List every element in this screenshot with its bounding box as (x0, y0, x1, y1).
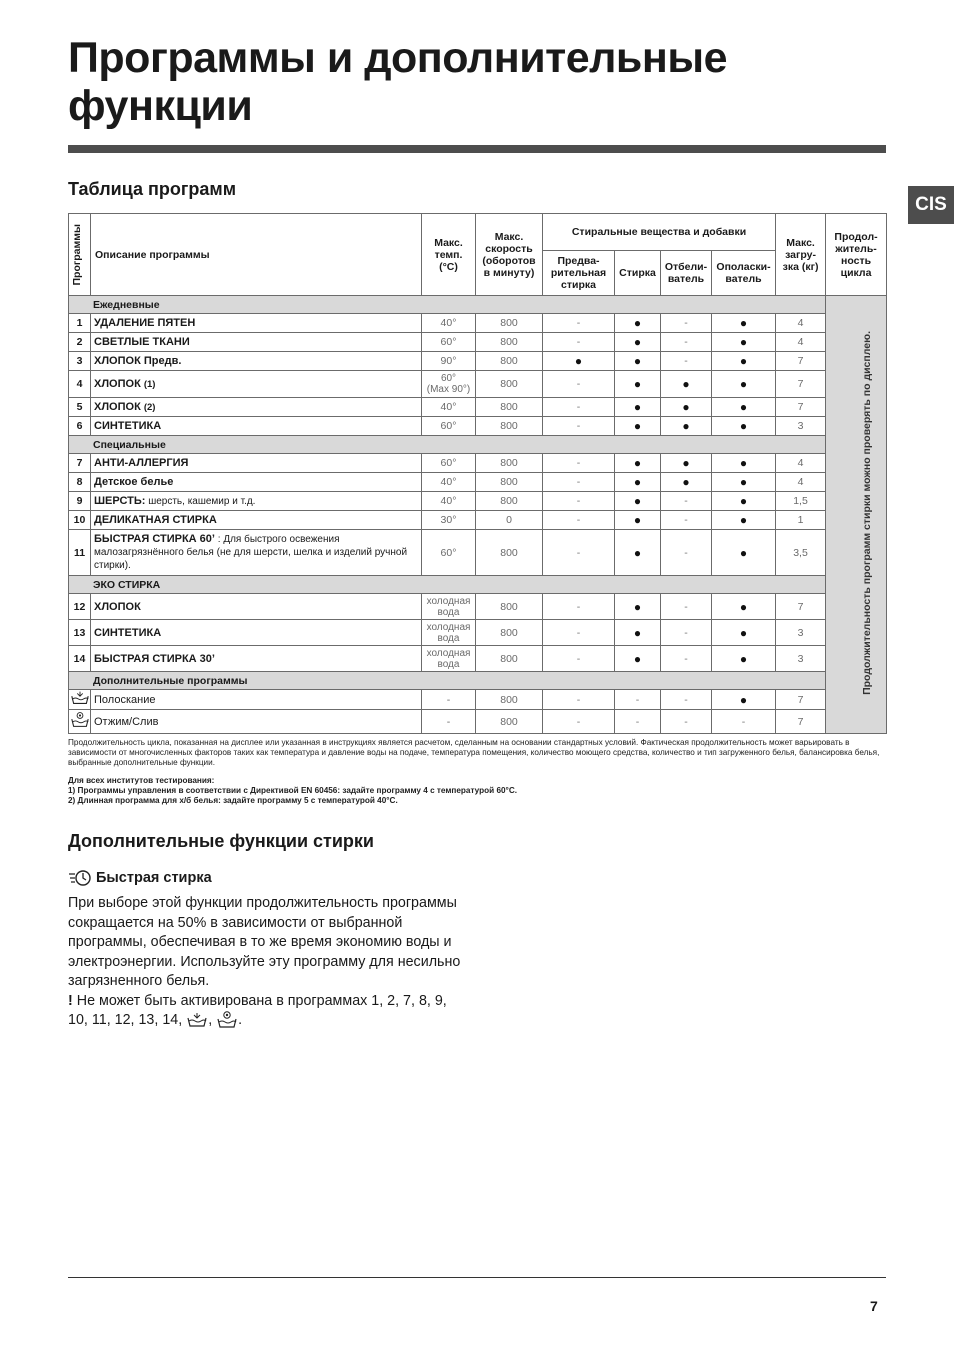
program-name: ХЛОПОК (2) (91, 398, 422, 417)
bleach-cell: - (661, 690, 712, 710)
quick-wash-title: Быстрая стирка (96, 870, 212, 886)
bleach-cell: - (661, 511, 712, 530)
program-name: БЫСТРАЯ СТИРКА 30’ (91, 646, 422, 672)
softener-cell: ● (712, 398, 776, 417)
max-temp: 60° (422, 530, 476, 576)
header-detergents: Стиральные вещества и добавки (543, 214, 776, 251)
program-name: ХЛОПОК (1) (91, 371, 422, 398)
table-row (69, 646, 887, 672)
max-speed: 800 (476, 594, 543, 620)
bleach-cell: ● (661, 454, 712, 473)
softener-cell: ● (712, 492, 776, 511)
header-max-load: Макс. загру-зка (кг) (776, 214, 826, 296)
header-max-speed: Макс. скорость (оборотов в минуту) (476, 214, 543, 296)
table-row (69, 333, 887, 352)
softener-cell: ● (712, 620, 776, 646)
max-temp: 60° (422, 417, 476, 436)
program-name: Детское белье (91, 473, 422, 492)
wash-cell: ● (615, 646, 661, 672)
wash-cell: - (615, 710, 661, 734)
table-row (69, 398, 887, 417)
prewash-cell: - (543, 417, 615, 436)
program-name: АНТИ-АЛЛЕРГИЯ (91, 454, 422, 473)
program-number: 3 (69, 352, 91, 371)
wash-cell: ● (615, 620, 661, 646)
program-number: 8 (69, 473, 91, 492)
table-row (69, 473, 887, 492)
bleach-cell: - (661, 492, 712, 511)
quick-wash-description (68, 894, 468, 1031)
table-row (69, 352, 887, 371)
program-number: 13 (69, 620, 91, 646)
bleach-cell: - (661, 710, 712, 734)
max-speed: 800 (476, 417, 543, 436)
page-title (68, 34, 888, 130)
max-speed: 800 (476, 646, 543, 672)
end-mark: . (238, 1012, 243, 1028)
max-load: 7 (776, 371, 826, 398)
bleach-cell: - (661, 594, 712, 620)
bleach-cell: ● (661, 473, 712, 492)
title-line-1: Программы и дополнительные (68, 34, 727, 82)
wash-cell: ● (615, 473, 661, 492)
max-temp: - (422, 710, 476, 734)
softener-cell: ● (712, 314, 776, 333)
bottom-rule (68, 1277, 886, 1278)
max-temp: 40° (422, 314, 476, 333)
programs-table (68, 213, 887, 734)
wash-cell: ● (615, 371, 661, 398)
bleach-cell: - (661, 530, 712, 576)
prewash-cell: ● (543, 352, 615, 371)
table-row (69, 511, 887, 530)
max-load: 1 (776, 511, 826, 530)
testing-note-1: 1) Программы управления в соответствии с Директивой EN 60456: задайте программу 4 с температурой 60°С. (68, 786, 518, 795)
title-rule (68, 145, 886, 153)
max-temp: - (422, 690, 476, 710)
table-row (69, 417, 887, 436)
wash-cell: ● (615, 333, 661, 352)
prewash-cell: - (543, 314, 615, 333)
max-load: 3,5 (776, 530, 826, 576)
header-duration: Продол-житель-ность цикла (826, 214, 887, 296)
program-number: 5 (69, 398, 91, 417)
max-speed: 800 (476, 690, 543, 710)
max-speed: 800 (476, 530, 543, 576)
prewash-cell: - (543, 646, 615, 672)
separator: , (208, 1012, 213, 1028)
max-load: 7 (776, 710, 826, 734)
program-number: 2 (69, 333, 91, 352)
max-load: 7 (776, 594, 826, 620)
softener-cell: ● (712, 530, 776, 576)
wash-cell: ● (615, 530, 661, 576)
bleach-cell: ● (661, 371, 712, 398)
max-temp: 40° (422, 492, 476, 511)
softener-cell: ● (712, 473, 776, 492)
table-row (69, 371, 887, 398)
max-load: 4 (776, 333, 826, 352)
group-extra: Дополнительные программы (69, 672, 826, 690)
max-load: 4 (776, 473, 826, 492)
max-speed: 800 (476, 710, 543, 734)
max-temp: 30° (422, 511, 476, 530)
duration-disclaimer: Продолжительность цикла, показанная на дисплее или указанная в инструкциях является расчетом, сделанным на основании стандартных условий. Фактическая продолжительность может варьировать в зависимости от многочисленных факторов таких как температура и давление воды на подаче, температура помещения, количество моющего средства, количество и тип загруженного белья, балансировка белья, выбранные дополнительные функции. (68, 738, 880, 767)
rinse-icon (69, 690, 91, 710)
quick-wash-text: При выборе этой функции продолжительность программы сокращается на 50% в зависимости от выбранной программы, обеспечивая в то же время экономию воды и электроэнергии. Используйте эту программу для несильно загрязненного белья. (68, 895, 461, 989)
max-temp: 60° (Max 90°) (422, 371, 476, 398)
max-speed: 800 (476, 314, 543, 333)
max-load: 3 (776, 620, 826, 646)
title-line-2: функции (68, 82, 253, 130)
program-name: ШЕРСТЬ: шерсть, кашемир и т.д. (91, 492, 422, 511)
language-tab: CIS (908, 186, 954, 224)
softener-cell: - (712, 710, 776, 734)
prewash-cell: - (543, 333, 615, 352)
max-speed: 800 (476, 371, 543, 398)
prewash-cell: - (543, 594, 615, 620)
program-name: СВЕТЛЫЕ ТКАНИ (91, 333, 422, 352)
header-programs: Программы (69, 214, 91, 296)
softener-cell: ● (712, 511, 776, 530)
max-load: 4 (776, 454, 826, 473)
wash-cell: ● (615, 314, 661, 333)
duration-note: Продолжительность программ стирки можно проверять по дисплею. (826, 296, 887, 734)
max-temp: 60° (422, 454, 476, 473)
max-load: 7 (776, 398, 826, 417)
program-number: 7 (69, 454, 91, 473)
table-row (69, 492, 887, 511)
softener-cell: ● (712, 454, 776, 473)
program-number: 9 (69, 492, 91, 511)
table-row (69, 690, 887, 710)
softener-cell: ● (712, 417, 776, 436)
bleach-cell: - (661, 352, 712, 371)
max-speed: 800 (476, 352, 543, 371)
table-row (69, 530, 887, 576)
page-number: 7 (870, 1298, 878, 1314)
softener-cell: ● (712, 594, 776, 620)
program-name: ДЕЛИКАТНАЯ СТИРКА (91, 511, 422, 530)
prewash-cell: - (543, 473, 615, 492)
max-speed: 800 (476, 454, 543, 473)
prewash-cell: - (543, 492, 615, 511)
max-speed: 0 (476, 511, 543, 530)
max-speed: 800 (476, 492, 543, 511)
softener-cell: ● (712, 352, 776, 371)
bleach-cell: - (661, 646, 712, 672)
max-speed: 800 (476, 620, 543, 646)
program-name: ХЛОПОК Предв. (91, 352, 422, 371)
max-temp: холодная вода (422, 594, 476, 620)
testing-title: Для всех институтов тестирования: (68, 776, 215, 785)
program-name: СИНТЕТИКА (91, 417, 422, 436)
program-number: 6 (69, 417, 91, 436)
max-temp: холодная вода (422, 646, 476, 672)
extra-functions-heading: Дополнительные функции стирки (68, 831, 374, 851)
group-special: Специальные (69, 436, 826, 454)
quick-wash-heading (68, 868, 212, 888)
max-load: 1,5 (776, 492, 826, 511)
max-temp: 90° (422, 352, 476, 371)
max-speed: 800 (476, 333, 543, 352)
wash-cell: ● (615, 492, 661, 511)
header-description: Описание программы (91, 214, 422, 296)
wash-cell: ● (615, 417, 661, 436)
max-temp: 40° (422, 473, 476, 492)
softener-cell: ● (712, 333, 776, 352)
header-bleach: Отбели-ватель (661, 251, 712, 296)
program-name: СИНТЕТИКА (91, 620, 422, 646)
program-number: 12 (69, 594, 91, 620)
program-number: 1 (69, 314, 91, 333)
max-load: 3 (776, 417, 826, 436)
bleach-cell: ● (661, 417, 712, 436)
prewash-cell: - (543, 620, 615, 646)
program-number: 11 (69, 530, 91, 576)
max-temp: 40° (422, 398, 476, 417)
group-daily: Ежедневные (69, 296, 826, 314)
prewash-cell: - (543, 454, 615, 473)
table-row (69, 710, 887, 734)
bleach-cell: ● (661, 398, 712, 417)
rinse-icon (186, 1012, 208, 1028)
testing-note-2: 2) Длинная программа для х/б белья: задайте программу 5 с температурой 40°С. (68, 796, 398, 805)
softener-cell: ● (712, 646, 776, 672)
max-temp: холодная вода (422, 620, 476, 646)
spin-icon (216, 1011, 238, 1029)
prewash-cell: - (543, 710, 615, 734)
header-max-temp: Макс. темп. (°С) (422, 214, 476, 296)
program-name: Отжим/Слив (91, 710, 422, 734)
prewash-cell: - (543, 530, 615, 576)
quick-wash-icon (68, 868, 92, 888)
warning-mark: ! (68, 992, 73, 1009)
bleach-cell: - (661, 333, 712, 352)
wash-cell: ● (615, 398, 661, 417)
max-load: 4 (776, 314, 826, 333)
max-load: 3 (776, 646, 826, 672)
bleach-cell: - (661, 620, 712, 646)
max-temp: 60° (422, 333, 476, 352)
program-name: УДАЛЕНИЕ ПЯТЕН (91, 314, 422, 333)
wash-cell: ● (615, 454, 661, 473)
prewash-cell: - (543, 398, 615, 417)
wash-cell: ● (615, 594, 661, 620)
wash-cell: ● (615, 511, 661, 530)
program-number: 14 (69, 646, 91, 672)
program-name: ХЛОПОК (91, 594, 422, 620)
table-heading: Таблица программ (68, 179, 237, 199)
table-row (69, 594, 887, 620)
wash-cell: - (615, 690, 661, 710)
prewash-cell: - (543, 371, 615, 398)
spin-icon (69, 710, 91, 734)
bleach-cell: - (661, 314, 712, 333)
prewash-cell: - (543, 690, 615, 710)
header-wash: Стирка (615, 251, 661, 296)
group-eco: ЭКО СТИРКА (69, 576, 826, 594)
header-softener: Ополаски-ватель (712, 251, 776, 296)
table-row (69, 454, 887, 473)
warning-text: Не может быть активирована в программах 1, 2, 7, 8, 9, 10, 11, 12, 13, 14, (68, 992, 447, 1028)
table-row (69, 314, 887, 333)
softener-cell: ● (712, 690, 776, 710)
program-name: Полоскание (91, 690, 422, 710)
program-number: 10 (69, 511, 91, 530)
program-name: БЫСТРАЯ СТИРКА 60’ : Для быстрого освежения малозагрязнённого белья (не для шерсти, шелка и изделий ручной стирки). (91, 530, 422, 576)
max-speed: 800 (476, 473, 543, 492)
table-row (69, 620, 887, 646)
header-prewash: Предва-рительная стирка (543, 251, 615, 296)
max-speed: 800 (476, 398, 543, 417)
program-number: 4 (69, 371, 91, 398)
max-load: 7 (776, 690, 826, 710)
max-load: 7 (776, 352, 826, 371)
wash-cell: ● (615, 352, 661, 371)
prewash-cell: - (543, 511, 615, 530)
softener-cell: ● (712, 371, 776, 398)
